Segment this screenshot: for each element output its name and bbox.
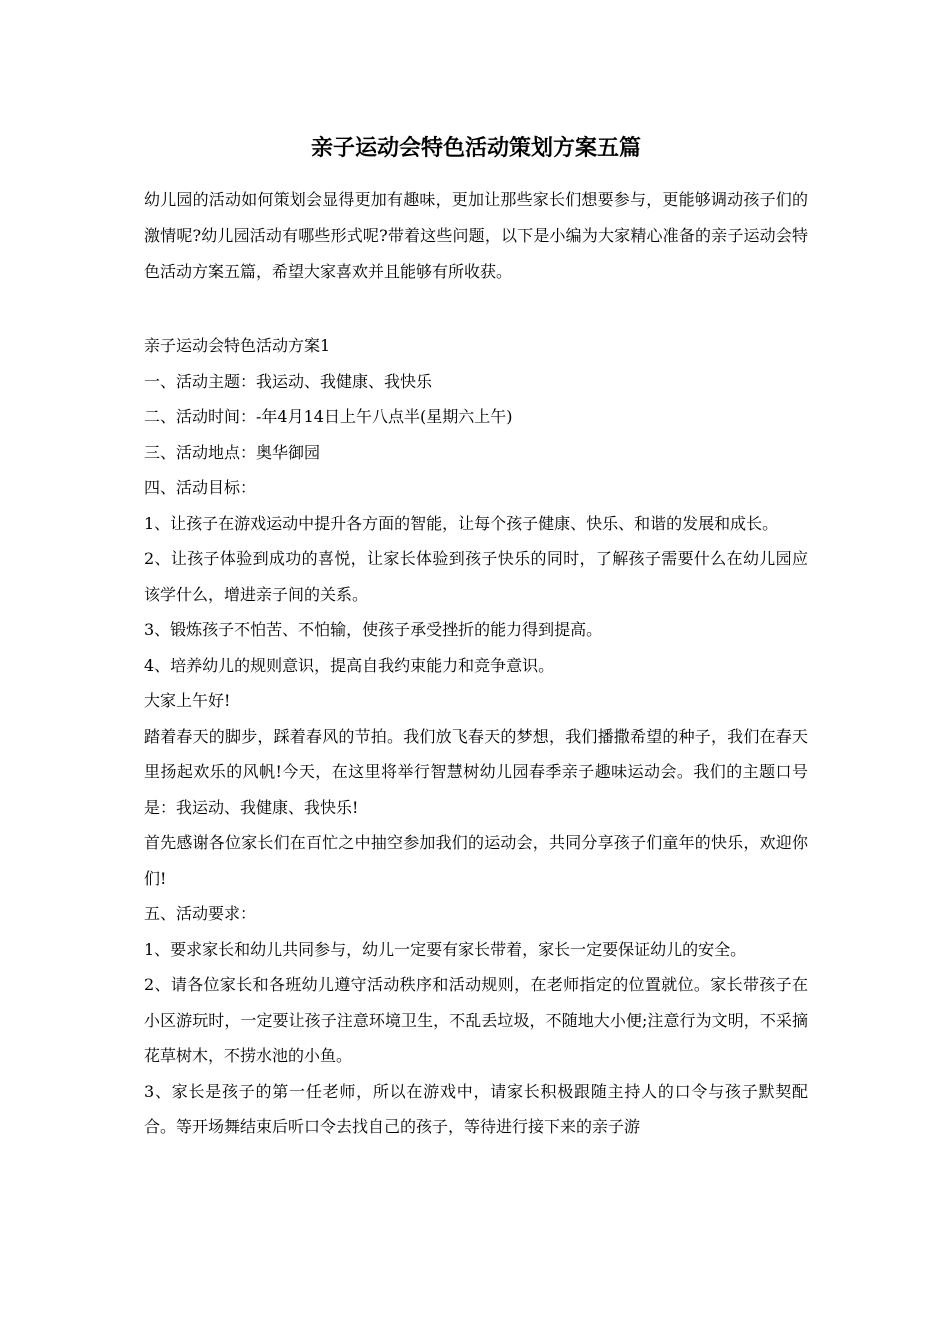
list-item: 三、活动地点：奥华御园 (144, 442, 321, 462)
paragraph: 踏着春天的脚步，踩着春风的节拍。我们放飞春天的梦想，我们播撒希望的种子，我们在春天里扬起欢乐的风帆!今天，在这里将举行智慧树幼儿园春季亲子趣味运动会。我们的主题口号是：我运动、我健康、我快乐! (144, 726, 808, 817)
intro-paragraph: 幼儿园的活动如何策划会显得更加有趣味，更加让那些家长们想要参与，更能够调动孩子们的激情呢?幼儿园活动有哪些形式呢?带着这些问题，以下是小编为大家精心准备的亲子运动会特色活动方案五篇，希望大家喜欢并且能够有所收获。 (144, 190, 808, 281)
list-item: 2、请各位家长和各班幼儿遵守活动秩序和活动规则，在老师指定的位置就位。家长带孩子在小区游玩时，一定要让孩子注意环境卫生，不乱丢垃圾，不随地大小便;注意行为文明，不采摘花草树木，不捞水池的小鱼。 (144, 975, 808, 1065)
paragraph: 首先感谢各位家长们在百忙之中抽空参加我们的运动会，共同分享孩子们童年的快乐，欢迎你们! (144, 833, 808, 888)
list-item: 一、活动主题：我运动、我健康、我快乐 (144, 371, 433, 391)
document-body (144, 328, 808, 1145)
list-item: 五、活动要求： (144, 904, 257, 923)
section-heading: 亲子运动会特色活动方案1 (144, 336, 331, 355)
list-item: 1、让孩子在游戏运动中提升各方面的智能，让每个孩子健康、快乐、和谐的发展和成长。 (144, 513, 779, 533)
list-item: 4、培养幼儿的规则意识，提高自我约束能力和竞争意识。 (144, 655, 555, 675)
document-title: 亲子运动会特色活动策划方案五篇 (310, 135, 641, 161)
list-item: 二、活动时间：-年4月14日上午八点半(星期六上午) (144, 407, 513, 426)
paragraph: 大家上午好! (144, 691, 231, 710)
list-item: 3、锻炼孩子不怕苦、不怕输，使孩子承受挫折的能力得到提高。 (144, 620, 603, 639)
list-item: 2、让孩子体验到成功的喜悦，让家长体验到孩子快乐的同时，了解孩子需要什么在幼儿园应该学什么，增进亲子间的关系。 (144, 549, 808, 604)
list-item: 3、家长是孩子的第一任老师，所以在游戏中，请家长积极跟随主持人的口令与孩子默契配合。等开场舞结束后听口令去找自己的孩子，等待进行接下来的亲子游 (144, 1081, 808, 1136)
list-item: 1、要求家长和幼儿共同参与，幼儿一定要有家长带着，家长一定要保证幼儿的安全。 (144, 939, 747, 959)
list-item: 四、活动目标： (144, 478, 257, 497)
